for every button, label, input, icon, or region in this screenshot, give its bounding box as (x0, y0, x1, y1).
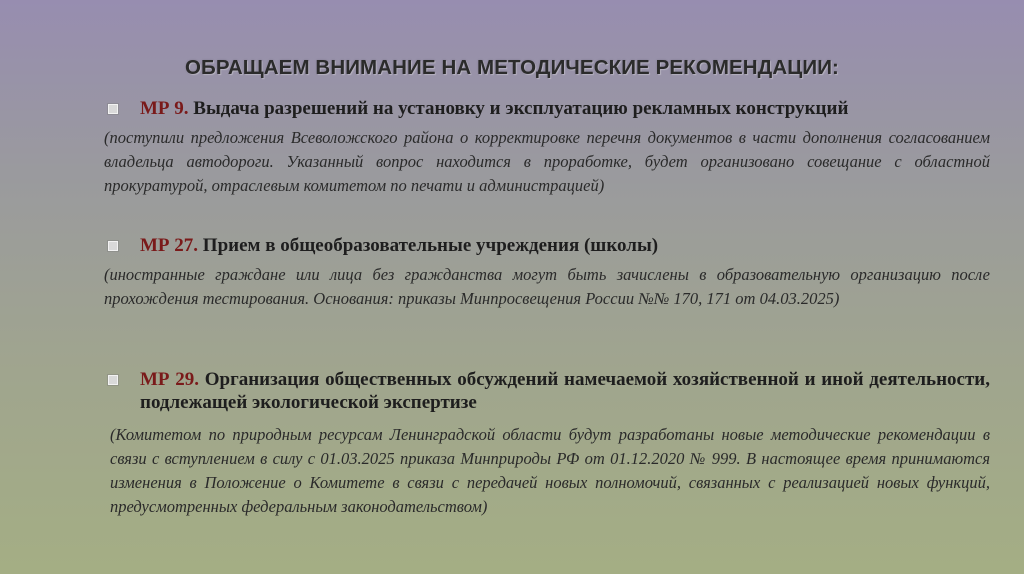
square-bullet-icon (108, 375, 118, 385)
recommendation-heading (104, 234, 990, 257)
recommendation-item (104, 368, 990, 519)
recommendation-note: (Комитетом по природным ресурсам Ленинградской области будут разработаны новые методические рекомендации в связи с вступлением в силу с 01.03.2025 приказа Минприроды РФ от 01.12.2020 № 999. В настоящее время принимаются изменения в Положение о Комитете в связи с передачей новых полномочий, связанных с реализацией новых функций, предусмотренных федеральным законодательством) (110, 425, 990, 516)
recommendation-heading (104, 97, 990, 120)
recommendation-code: МР 9. (140, 98, 189, 119)
slide-title: ОБРАЩАЕМ ВНИМАНИЕ НА МЕТОДИЧЕСКИЕ РЕКОМЕНДАЦИИ: (185, 56, 839, 79)
square-bullet-icon (108, 241, 118, 251)
recommendation-title: Организация общественных обсуждений намечаемой хозяйственной и иной деятельности, подлежащей экологической экспертизе (140, 369, 990, 413)
recommendation-item (104, 234, 990, 311)
recommendation-code: МР 27. (140, 235, 199, 256)
recommendation-item (104, 97, 990, 198)
recommendation-title: Выдача разрешений на установку и эксплуатацию рекламных конструкций (193, 98, 849, 119)
recommendation-title: Прием в общеобразовательные учреждения (школы) (202, 235, 659, 256)
recommendation-code: МР 29. (140, 369, 200, 390)
recommendation-note: (иностранные граждане или лица без гражданства могут быть зачислены в образовательную организацию после прохождения тестирования. Основания: приказы Минпросвещения России №№ 170, 171 от 04.03.2025) (104, 265, 990, 308)
recommendation-heading (104, 368, 990, 414)
recommendation-note: (поступили предложения Всеволожского района о корректировке перечня документов в части дополнения согласованием владельца автодороги. Указанный вопрос находится в проработке, будет организовано совещание с областной прокуратурой, отраслевым комитетом по печати и администрацией) (104, 128, 990, 195)
square-bullet-icon (108, 104, 118, 114)
